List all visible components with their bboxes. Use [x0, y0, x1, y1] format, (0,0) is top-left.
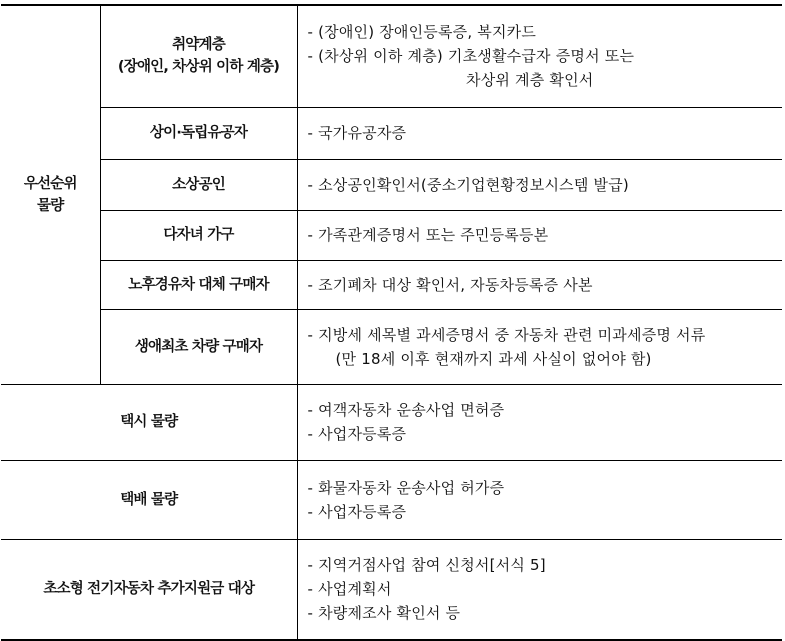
document-line: - 소상공인확인서(중소기업현황정보시스템 발급) [307, 175, 629, 194]
document-line: - 가족관계증명서 또는 주민등록등본 [307, 226, 549, 244]
category-cell: 택배 물량 [1, 460, 297, 539]
document-line: - 사업계획서 [307, 580, 392, 599]
priority-group-label-line1: 우선순위 [23, 175, 77, 192]
required-documents-cell [297, 5, 782, 107]
priority-group-label-line2: 물량 [37, 197, 64, 214]
document-line: - (장애인) 장애인등록증, 복지카드 [307, 23, 537, 42]
document-line: - 화물자동차 운송사업 허가증 [307, 478, 505, 497]
required-documents-cell [297, 260, 782, 309]
table-row [1, 384, 782, 460]
document-line: - 사업자등록증 [307, 425, 407, 443]
category-label-line2: (장애인, 차상위 이하 계층) [117, 59, 280, 76]
category-cell: 초소형 전기자동차 추가지원금 대상 [1, 539, 297, 640]
table-row [1, 210, 782, 260]
category-cell: 상이·독립유공자 [100, 107, 297, 159]
document-line: - (차상위 이하 계층) 기초생활수급자 증명서 또는 [307, 47, 635, 66]
required-documents-cell [297, 159, 782, 210]
table-row [1, 159, 782, 210]
category-label-line1: 취약계층 [172, 37, 225, 54]
required-documents-cell [297, 107, 782, 159]
document-line: - 조기폐차 대상 확인서, 자동차등록증 사본 [307, 275, 593, 294]
document-line: (만 18세 이후 현재까지 과세 사실이 없어야 함) [335, 349, 652, 368]
table-row [1, 260, 782, 309]
document-line: - 지역거점사업 참여 신청서[서식 5] [307, 556, 546, 575]
priority-group-cell [1, 5, 100, 384]
required-documents-cell [297, 539, 782, 640]
table-row [1, 107, 782, 159]
category-cell: 노후경유차 대체 구매자 [100, 260, 297, 309]
document-line: - 지방세 세목별 과세증명서 중 자동차 관련 미과세증명 서류 [307, 325, 706, 344]
category-cell: 소상공인 [100, 159, 297, 210]
required-documents-cell [297, 309, 782, 384]
table-row [1, 5, 782, 107]
required-documents-cell [297, 460, 782, 539]
document-line: - 사업자등록증 [307, 502, 407, 521]
required-documents-cell [297, 210, 782, 260]
category-cell: 다자녀 가구 [100, 210, 297, 260]
category-cell: 택시 물량 [1, 384, 297, 460]
category-cell: 생애최초 차량 구매자 [100, 309, 297, 384]
table-row [1, 539, 782, 640]
required-documents-cell [297, 384, 782, 460]
table-row [1, 460, 782, 539]
eligibility-documents-table [1, 4, 782, 641]
document-line: - 국가유공자증 [307, 124, 407, 142]
table-row [1, 309, 782, 384]
category-cell [100, 5, 297, 107]
document-line: 차상위 계층 확인서 [466, 71, 594, 90]
document-line: - 여객자동차 운송사업 면허증 [307, 401, 505, 419]
document-line: - 차량제조사 확인서 등 [307, 604, 461, 623]
